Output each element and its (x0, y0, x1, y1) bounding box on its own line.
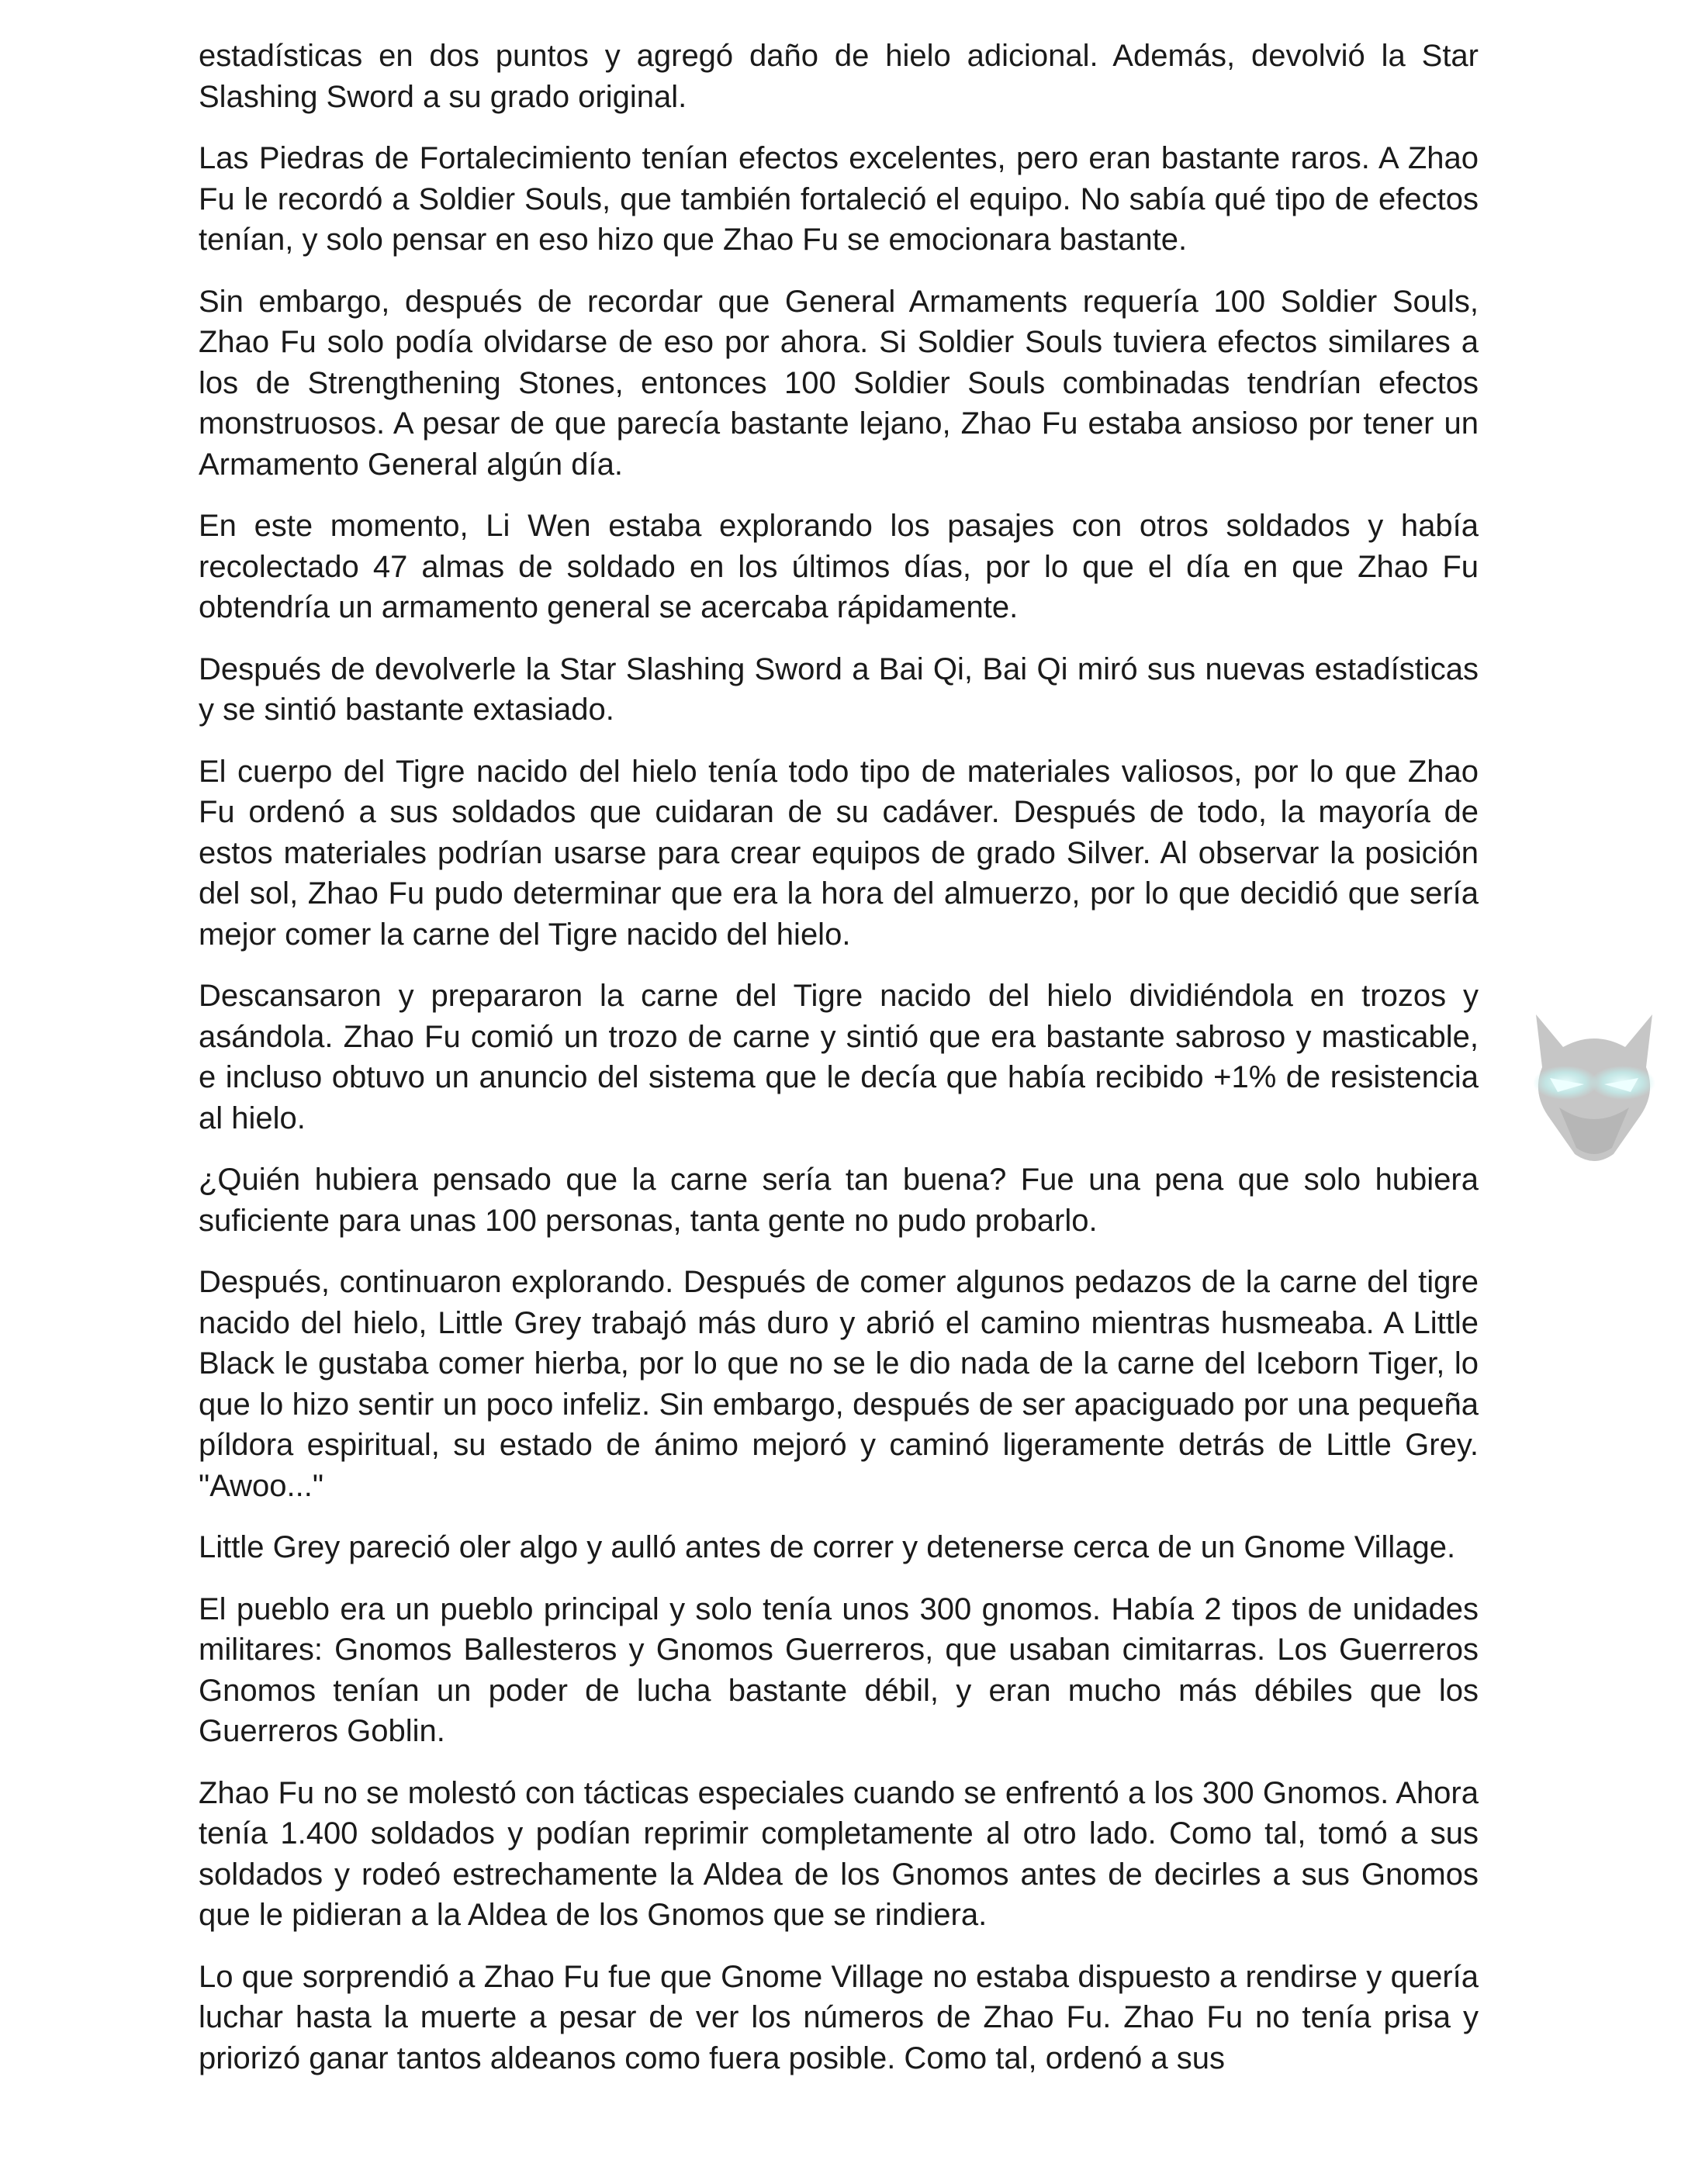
paragraph: En este momento, Li Wen estaba explorando los pasajes con otros soldados y había recolectado 47 almas de soldado en los últimos días, por lo que el día en que Zhao Fu obtendría un armamento general se acercaba rápidamente. (199, 509, 1479, 624)
paragraph: Little Grey pareció oler algo y aulló antes de correr y detenerse cerca de un Gnome Village. (199, 1530, 1456, 1564)
paragraph: Después de devolverle la Star Slashing Sword a Bai Qi, Bai Qi miró sus nuevas estadísticas y se sintió bastante extasiado. (199, 651, 1479, 727)
paragraph: estadísticas en dos puntos y agregó daño de hielo adicional. Además, devolvió la Star Slashing Sword a su grado original. (199, 39, 1479, 114)
paragraph: ¿Quién hubiera pensado que la carne sería tan buena? Fue una pena que solo hubiera suficiente para unas 100 personas, tanta gente no pudo probarlo. (199, 1163, 1479, 1238)
paragraph: El cuerpo del Tigre nacido del hielo tenía todo tipo de materiales valiosos, por lo que Zhao Fu ordenó a sus soldados que cuidaran de su cadáver. Después de todo, la mayoría de estos materiales podrían usarse para crear equipos de grado Silver. Al observar la posición del sol, Zhao Fu pudo determinar que era la hora del almuerzo, por lo que decidió que sería mejor comer la carne del Tigre nacido del hielo. (199, 754, 1479, 952)
demon-mask-icon (1520, 999, 1668, 1170)
paragraph: Zhao Fu no se molestó con tácticas especiales cuando se enfrentó a los 300 Gnomos. Ahora tenía 1.400 soldados y podían reprimir completamente al otro lado. Como tal, tomó a sus soldados y rodeó estrechamente la Aldea de los Gnomos antes de decirles a sus Gnomos que le pidieran a la Aldea de los Gnomos que se rindiera. (199, 1775, 1479, 1932)
paragraph: Después, continuaron explorando. Después de comer algunos pedazos de la carne del tigre nacido del hielo, Little Grey trabajó más duro y abrió el camino mientras husmeaba. A Little Black le gustaba comer hierba, por lo que no se le dio nada de la carne del Iceborn Tiger, lo que lo hizo sentir un poco infeliz. Sin embargo, después de ser apaciguado por una pequeña píldora espiritual, su estado de ánimo mejoró y caminó ligeramente detrás de Little Grey. "Awoo..." (199, 1265, 1479, 1503)
paragraph: Las Piedras de Fortalecimiento tenían efectos excelentes, pero eran bastante raros. A Zhao Fu le recordó a Soldier Souls, que también fortaleció el equipo. No sabía qué tipo de efectos tenían, y solo pensar en eso hizo que Zhao Fu se emocionara bastante. (199, 141, 1479, 257)
paragraph: Lo que sorprendió a Zhao Fu fue que Gnome Village no estaba dispuesto a rendirse y quería luchar hasta la muerte a pesar de ver los números de Zhao Fu. Zhao Fu no tenía prisa y priorizó ganar tantos aldeanos como fuera posible. Como tal, ordenó a sus (199, 1959, 1479, 2075)
paragraph: Descansaron y prepararon la carne del Tigre nacido del hielo dividiéndola en trozos y asándola. Zhao Fu comió un trozo de carne y sintió que era bastante sabroso y masticable, e incluso obtuvo un anuncio del sistema que le decía que había recibido +1% de resistencia al hielo. (199, 979, 1479, 1135)
paragraph: Sin embargo, después de recordar que General Armaments requería 100 Soldier Souls, Zhao Fu solo podía olvidarse de eso por ahora. Si Soldier Souls tuviera efectos similares a los de Strengthening Stones, entonces 100 Soldier Souls combinadas tendrían efectos monstruosos. A pesar de que parecía bastante lejano, Zhao Fu estaba ansioso por tener un Armamento General algún día. (199, 284, 1479, 482)
document-body (199, 36, 1479, 2099)
paragraph: El pueblo era un pueblo principal y solo tenía unos 300 gnomos. Había 2 tipos de unidades militares: Gnomos Ballesteros y Gnomos Guerreros, que usaban cimitarras. Los Guerreros Gnomos tenían un poder de lucha bastante débil, y eran mucho más débiles que los Guerreros Goblin. (199, 1591, 1479, 1748)
